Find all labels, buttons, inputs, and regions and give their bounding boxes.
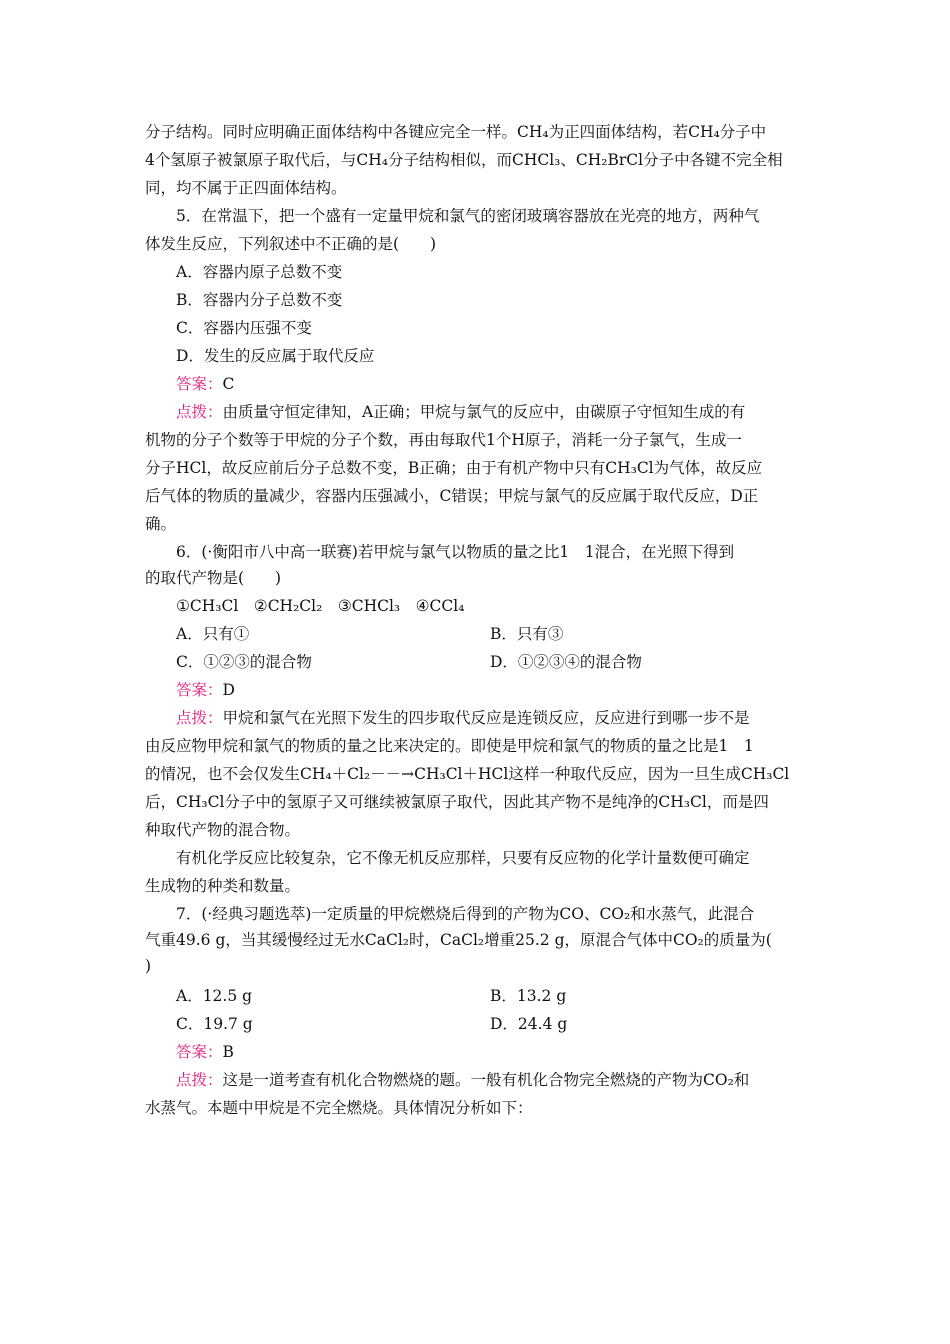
intro-line-1: 分子结构。同时应明确正面体结构中各键应完全一样。CH₄为正四面体结构，若CH₄分子中 xyxy=(145,123,767,141)
answer-value: D xyxy=(222,681,235,699)
q6-option-d: D．①②③④的混合物 xyxy=(490,653,642,671)
q6-note-2: 生成物的种类和数量。 xyxy=(145,877,301,895)
q7-stem-3: ) xyxy=(145,957,152,975)
hint-label: 点拨： xyxy=(176,1071,223,1089)
q5-answer xyxy=(176,374,841,394)
hint-label: 点拨： xyxy=(176,403,223,421)
q6-stem-2: 的取代产物是( ) xyxy=(145,569,282,587)
q7-hint-2: 水蒸气。本题中甲烷是不完全燃烧。具体情况分析如下： xyxy=(145,1099,533,1117)
q5-option-a: A．容器内原子总数不变 xyxy=(176,263,343,281)
intro-line-2: 4个氢原子被氯原子取代后，与CH₄分子结构相似，而CHCl₃、CH₂BrCl分子中各键不完全相 xyxy=(145,151,783,169)
q7-option-c: C．19.7 g xyxy=(176,1015,253,1033)
q6-option-b: B．只有③ xyxy=(490,625,564,643)
q6-hint-1: 点拨：甲烷和氯气在光照下发生的四步取代反应是连锁反应，反应进行到哪一步不是 xyxy=(176,709,750,727)
q6-items: ①CH₃Cl ②CH₂Cl₂ ③CHCl₃ ④CCl₄ xyxy=(176,597,465,615)
q5-hint-4: 后气体的物质的量减少，容器内压强减小，C错误；甲烷与氯气的反应属于取代反应，D正 xyxy=(145,487,759,505)
q5-hint-1: 点拨：由质量守恒定律知，A正确；甲烷与氯气的反应中，由碳原子守恒知生成的有 xyxy=(176,403,746,421)
q5-stem-2: 体发生反应，下列叙述中不正确的是( ) xyxy=(145,235,437,253)
q7-option-b: B．13.2 g xyxy=(490,987,567,1005)
q7-hint-1: 点拨：这是一道考查有机化合物燃烧的题。一般有机化合物完全燃烧的产物为CO₂和 xyxy=(176,1071,750,1089)
q6-hint-4: 后，CH₃Cl分子中的氢原子又可继续被氯原子取代，因此其产物不是纯净的CH₃Cl，而是四 xyxy=(145,793,769,811)
q5-hint-5: 确。 xyxy=(145,515,177,533)
q5-stem-1: 5．在常温下，把一个盛有一定量甲烷和氯气的密闭玻璃容器放在光亮的地方，两种气 xyxy=(176,207,760,225)
q6-hint-3: 的情况，也不会仅发生CH₄＋Cl₂－－→CH₃Cl＋HCl这样一种取代反应，因为一旦生成CH₃Cl xyxy=(145,765,790,783)
q5-option-b: B．容器内分子总数不变 xyxy=(176,291,343,309)
q7-stem-1: 7．(·经典习题选萃)一定质量的甲烷燃烧后得到的产物为CO、CO₂和水蒸气，此混合 xyxy=(176,905,755,923)
q6-hint-2: 由反应物甲烷和氯气的物质的量之比来决定的。即使是甲烷和氯气的物质的量之比是1 1 xyxy=(145,737,754,755)
q6-answer xyxy=(176,680,841,700)
q6-option-c: C．①②③的混合物 xyxy=(176,653,312,671)
q5-option-c: C．容器内压强不变 xyxy=(176,319,312,337)
answer-label: 答案： xyxy=(176,1043,223,1061)
answer-value: B xyxy=(222,1043,234,1061)
answer-label: 答案： xyxy=(176,375,223,393)
q5-option-d: D．发生的反应属于取代反应 xyxy=(176,347,375,365)
q5-hint-2: 机物的分子个数等于甲烷的分子个数，再由每取代1个H原子，消耗一分子氯气，生成一 xyxy=(145,431,742,449)
answer-value: C xyxy=(222,375,235,393)
intro-line-3: 同，均不属于正四面体结构。 xyxy=(145,179,347,197)
q7-option-a: A．12.5 g xyxy=(176,987,253,1005)
q7-option-d: D．24.4 g xyxy=(490,1015,568,1033)
q6-note-1: 有机化学反应比较复杂，它不像无机反应那样，只要有反应物的化学计量数便可确定 xyxy=(176,849,750,867)
q7-stem-2: 气重49.6 g，当其缓慢经过无水CaCl₂时，CaCl₂增重25.2 g，原混合气体中CO₂的质量为( xyxy=(145,931,772,949)
q6-option-a: A．只有① xyxy=(176,625,250,643)
answer-label: 答案： xyxy=(176,681,223,699)
q5-hint-3: 分子HCl，故反应前后分子总数不变，B正确；由于有机产物中只有CH₃Cl为气体，故反应 xyxy=(145,459,763,477)
q7-answer xyxy=(176,1042,841,1062)
q6-hint-5: 种取代产物的混合物。 xyxy=(145,821,301,839)
hint-label: 点拨： xyxy=(176,709,223,727)
q6-stem-1: 6．(·衡阳市八中高一联赛)若甲烷与氯气以物质的量之比1 1混合，在光照下得到 xyxy=(176,543,735,561)
